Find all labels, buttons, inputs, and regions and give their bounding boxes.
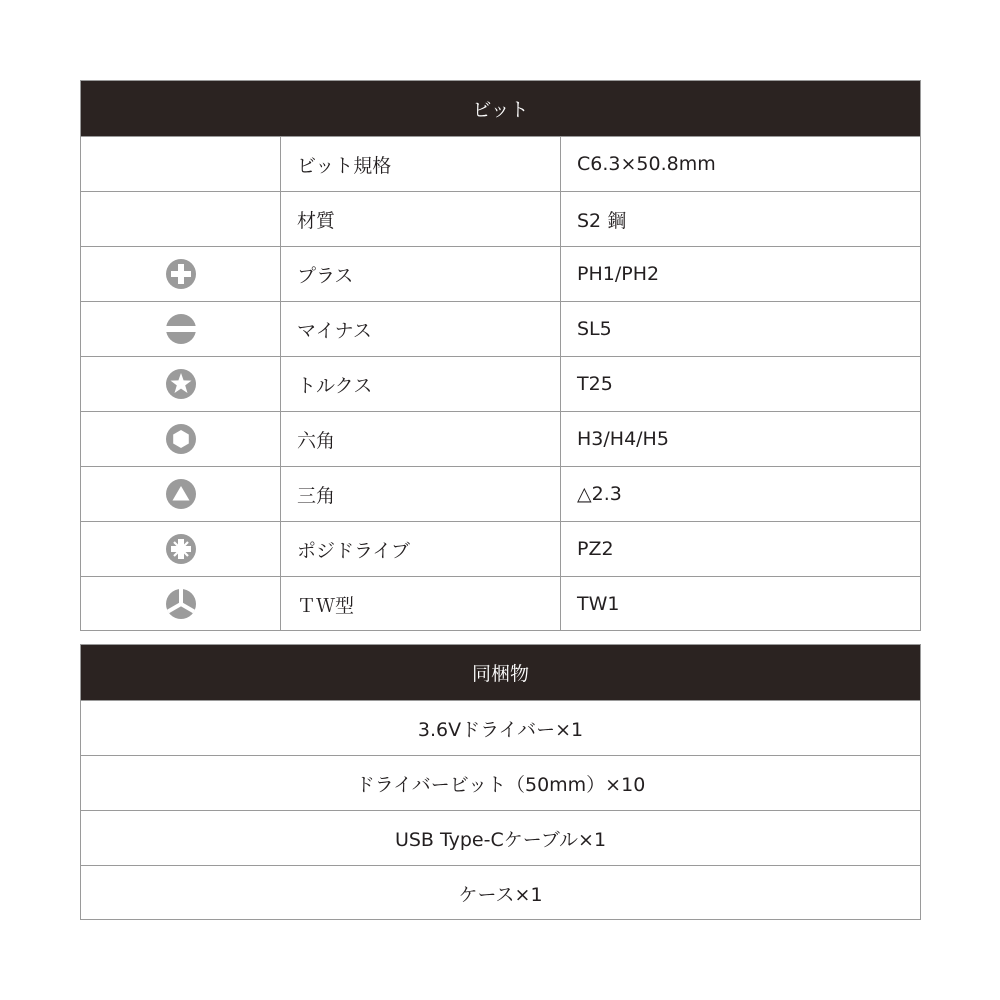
row-value: PH1/PH2 [577, 263, 660, 285]
table-row [81, 576, 920, 631]
list-item: USB Type-Cケーブル×1 [81, 810, 920, 865]
pozidriv-icon [165, 533, 197, 565]
row-label: 三角 [281, 467, 561, 521]
table-row [81, 191, 920, 246]
slotted-icon [165, 313, 197, 345]
bit-spec-table [80, 80, 921, 631]
row-value: △2.3 [577, 483, 622, 505]
table-row [81, 136, 920, 191]
row-label: ビット規格 [281, 137, 561, 191]
row-value: S2 鋼 [577, 209, 627, 232]
row-label: ＴＷ型 [281, 577, 561, 631]
row-value: H3/H4/H5 [577, 428, 669, 450]
row-value: T25 [577, 373, 613, 395]
row-value: C6.3×50.8mm [577, 153, 716, 175]
phillips-icon [165, 258, 197, 290]
table-row [81, 246, 920, 301]
torx-icon [165, 368, 197, 400]
row-value: TW1 [577, 593, 620, 615]
bit-spec-header: ビット [81, 81, 920, 136]
table-row [81, 466, 920, 521]
row-label: 材質 [281, 192, 561, 246]
table-row [81, 521, 920, 576]
package-contents-table [80, 644, 921, 920]
row-label: 六角 [281, 412, 561, 466]
hex-icon [165, 423, 197, 455]
list-item: 3.6Vドライバー×1 [81, 700, 920, 755]
list-item: ケース×1 [81, 865, 920, 920]
row-label: トルクス [281, 357, 561, 411]
row-label: ポジドライブ [281, 522, 561, 576]
package-contents-header: 同梱物 [81, 645, 920, 700]
table-row [81, 411, 920, 466]
table-row [81, 356, 920, 411]
list-item: ドライバービット（50mm）×10 [81, 755, 920, 810]
row-value: SL5 [577, 318, 612, 340]
triangle-icon [165, 478, 197, 510]
row-label: プラス [281, 247, 561, 301]
row-value: PZ2 [577, 538, 614, 560]
table-row [81, 301, 920, 356]
row-label: マイナス [281, 302, 561, 356]
tri-wing-icon [165, 588, 197, 620]
